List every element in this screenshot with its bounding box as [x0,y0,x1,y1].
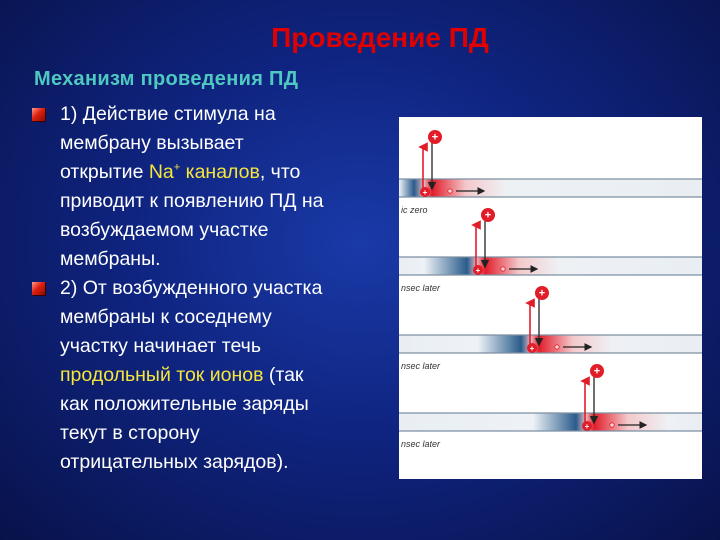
bullet-square-icon [32,108,45,121]
highlight-na: Na [148,161,174,183]
axon-tube [399,257,702,275]
bullet-line: отрицательных зарядов). [60,451,289,473]
axon-tube [399,335,702,353]
axon-diagram [399,117,702,479]
bullet-line: мембраны к соседнему [60,306,272,328]
svg-text:+: + [422,188,428,197]
bullet-line: как положительные заряды [60,393,309,415]
bullet-line: участку начинает течь [60,335,261,357]
bullet-line: 1) Действие стимула на [60,103,276,125]
bullet-list [30,100,400,477]
svg-text:+: + [484,209,492,222]
bullet-square-icon [32,282,45,295]
slide-title: Проведение ПД [271,22,489,53]
time-label: ic zero [401,205,428,215]
highlight-channels: каналов [180,161,260,183]
time-label: nsec later [401,361,441,371]
svg-text:+: + [529,344,535,353]
bullet-line: 2) От возбужденного участка [60,277,323,299]
svg-text:+: + [431,131,439,144]
axon-panel [399,208,702,293]
svg-text:+: + [538,287,546,300]
highlight-current: продольный ток ионов [60,364,264,386]
time-label: nsec later [401,439,441,449]
bullet-line: мембрану вызывает [60,132,244,154]
bullet-line: приводит к появлению ПД на [60,190,324,212]
bullet-item-2 [30,274,400,477]
bullet-item-1 [30,100,400,274]
axon-tube [399,179,702,197]
bullet-line: открытие Na+ каналов, что [60,161,301,183]
axon-panel [399,130,702,215]
highlight-na-sup: + [173,161,181,174]
axon-tube [399,413,702,431]
bullet-line: продольный ток ионов (так [60,364,304,386]
slide-subtitle: Механизм проведения ПД [34,68,299,90]
svg-text:+: + [475,266,481,275]
axon-panel [399,364,702,449]
bullet-line: возбуждаемом участке [60,219,269,241]
axon-panel [399,286,702,371]
axon-conduction-figure [399,117,702,479]
time-label: nsec later [401,283,441,293]
bullet-line: мембраны. [60,248,161,270]
svg-text:+: + [584,422,590,431]
svg-text:+: + [593,365,601,378]
bullet-line: текут в сторону [60,422,200,444]
